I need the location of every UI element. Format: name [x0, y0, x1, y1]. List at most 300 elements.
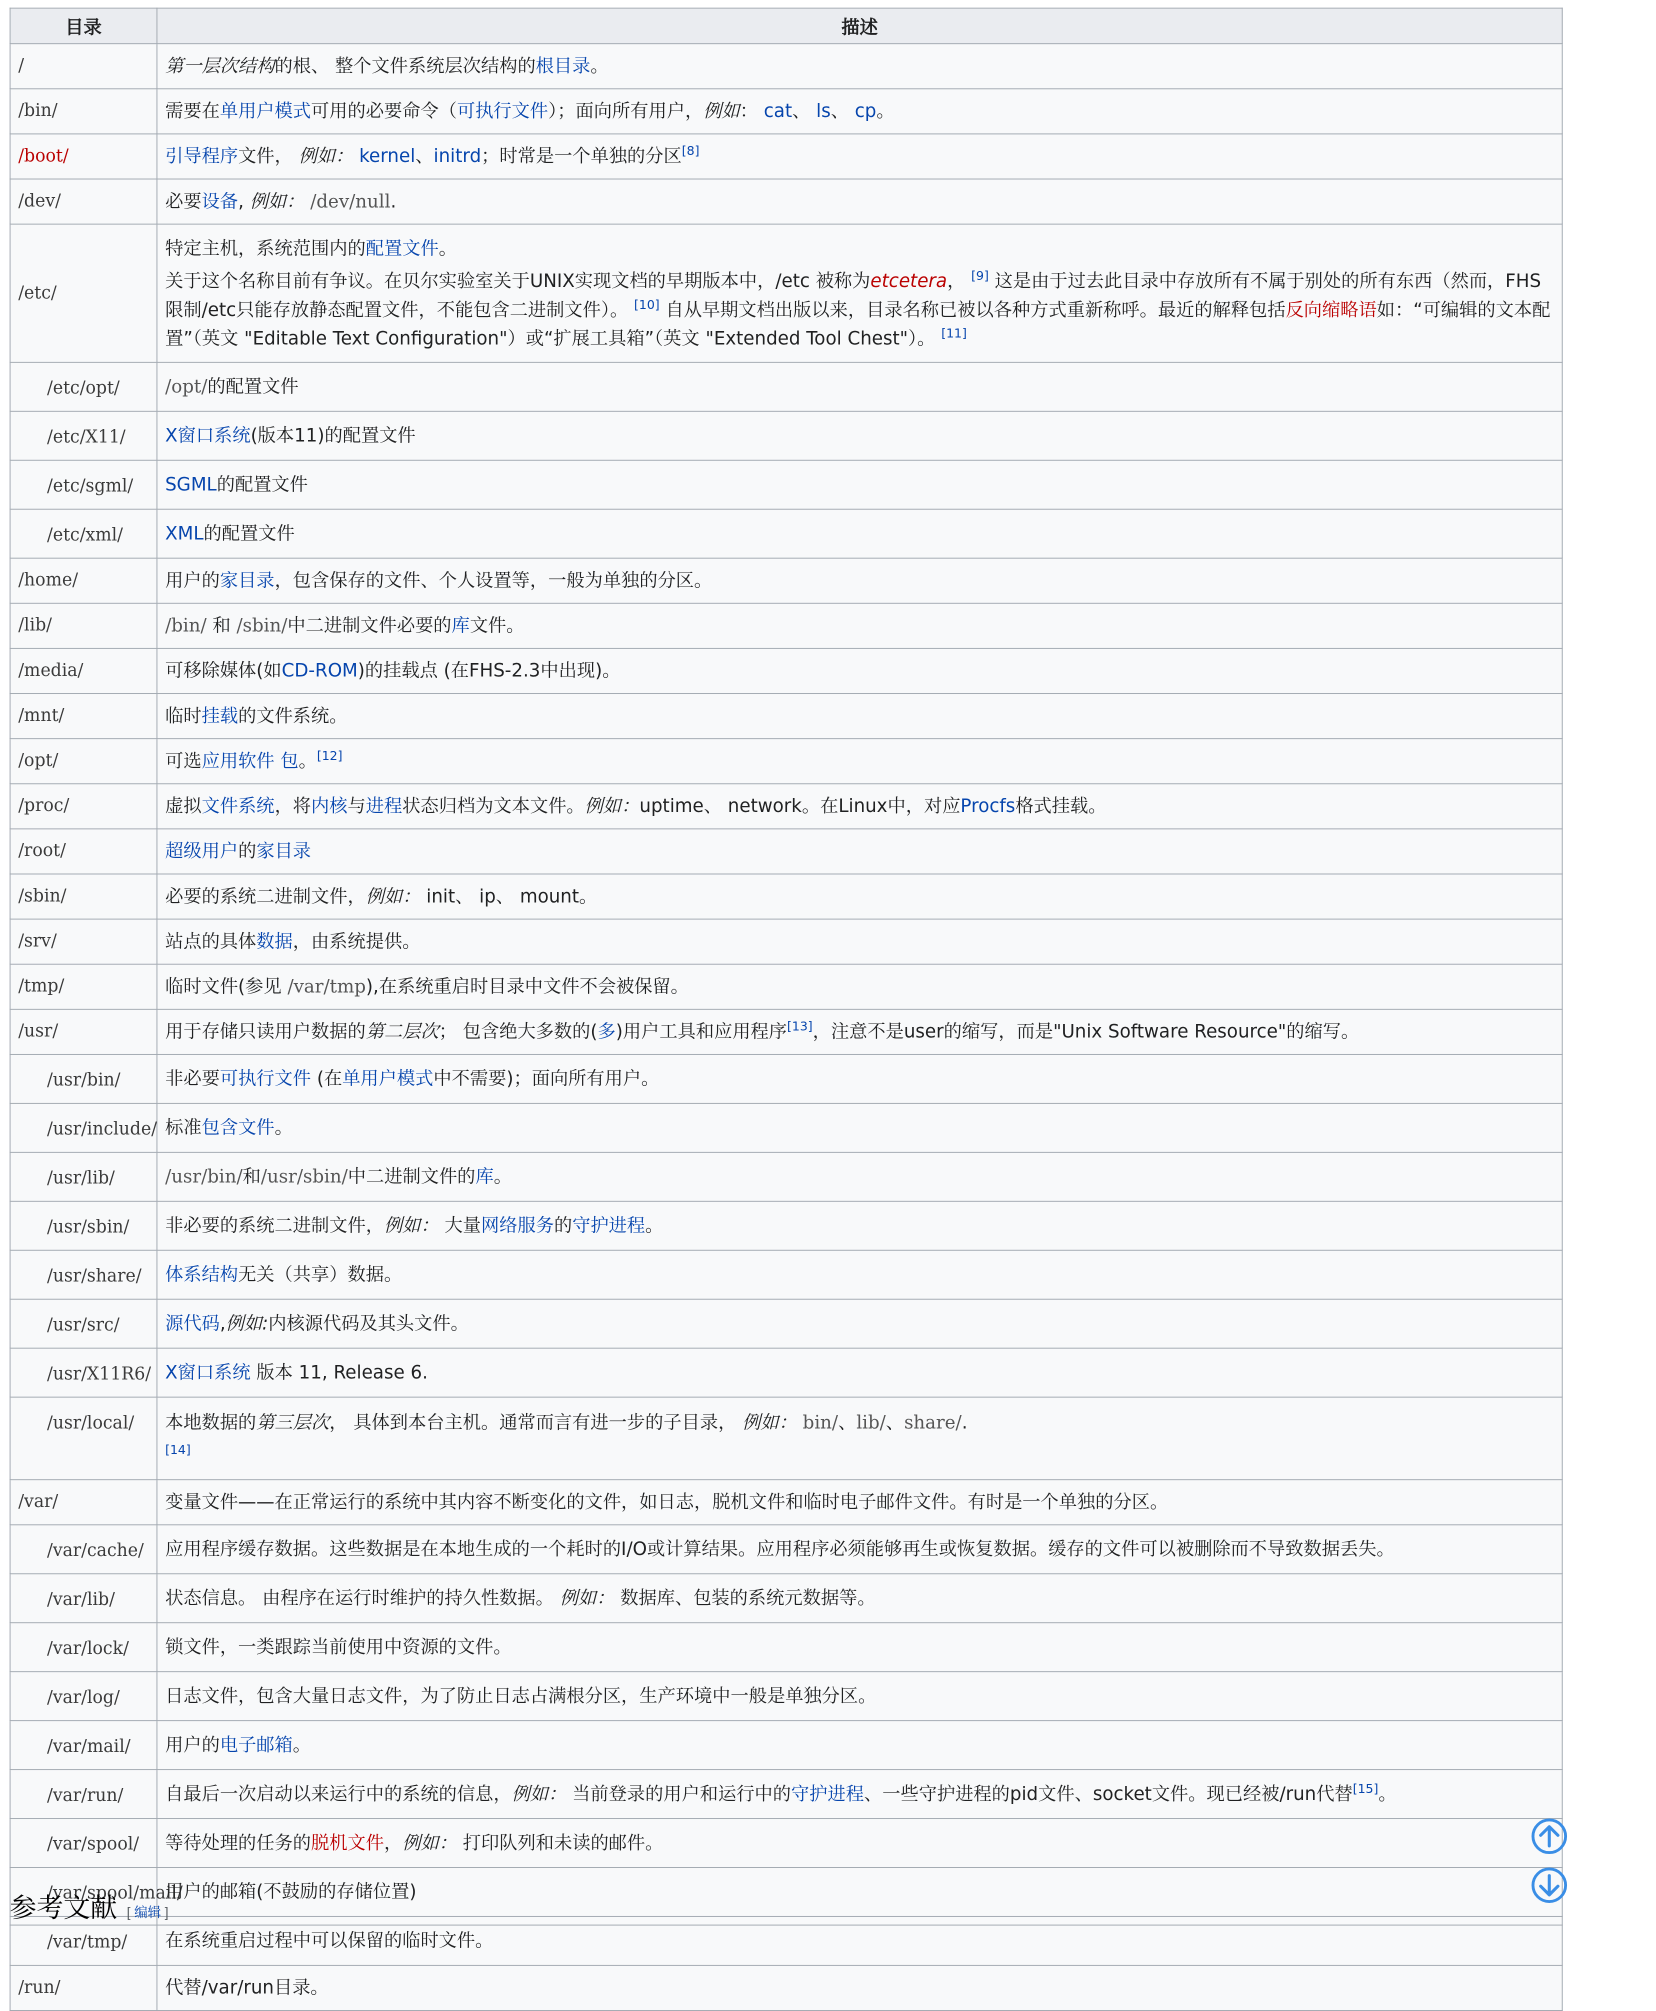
directory-cell: /usr/share/ [10, 1250, 157, 1299]
description-cell [157, 1009, 1562, 1054]
table-row [10, 1299, 1562, 1348]
text-run: 和 [242, 1166, 261, 1188]
directory-cell: /var/run/ [10, 1770, 157, 1819]
description-cell [157, 1867, 1562, 1916]
citation-ref[interactable]: [8] [681, 144, 700, 160]
description-paragraph [165, 266, 1554, 352]
directory-cell: /var/cache/ [10, 1525, 157, 1574]
directory-cell: /bin/ [10, 89, 157, 134]
description-paragraph [165, 566, 1554, 595]
text-run: 大量 [438, 1215, 481, 1237]
text-run: 状态归档为文本文件。 [402, 795, 585, 817]
italic-text: 例如: [225, 1313, 269, 1335]
citation-ref[interactable]: [14] [165, 1442, 191, 1458]
description-cell [157, 179, 1562, 224]
italic-text: 例如： [249, 191, 305, 213]
text-run: 格式挂载。 [1015, 795, 1107, 817]
description-cell [157, 1525, 1562, 1574]
text-run: )用户工具和应用程序 [615, 1021, 788, 1043]
table-row [10, 362, 1562, 411]
description-cell [157, 460, 1562, 509]
directory-cell: /run/ [10, 1965, 157, 2010]
description-cell [157, 784, 1562, 829]
table-row [10, 509, 1562, 558]
text-run: 当前登录的用户和运行中的 [566, 1783, 792, 1805]
description-cell [157, 603, 1562, 648]
text-run: 非必要 [165, 1068, 220, 1090]
italic-text: 例如： [584, 795, 640, 817]
description-paragraph [165, 972, 1554, 1001]
directory-cell: /opt/ [10, 739, 157, 784]
wiki-link[interactable]: 数据 [256, 931, 293, 953]
table-row [10, 89, 1562, 134]
table-row [10, 134, 1562, 179]
table-row [10, 1054, 1562, 1103]
directory-cell: /usr/local/ [10, 1397, 157, 1480]
table-row [10, 648, 1562, 693]
description-paragraph [165, 97, 1554, 126]
table-row [10, 1250, 1562, 1299]
description-paragraph [165, 927, 1554, 956]
table-row [10, 1867, 1562, 1916]
text-run: 特定主机，系统范围内的 [165, 237, 366, 259]
table-header-row [10, 8, 1562, 44]
fhs-directory-table [10, 8, 1563, 2011]
directory-cell: /media/ [10, 648, 157, 693]
text-run: ， 具体到本台主机。通常而言有进一步的子目录， [329, 1411, 743, 1433]
text-run: 。 [274, 1117, 293, 1139]
text-run: 等待处理的任务的 [165, 1832, 312, 1854]
text-run: ： [739, 100, 764, 122]
text-run: 用户的邮箱(不鼓励的存储位置) [165, 1881, 417, 1903]
description-paragraph [165, 657, 1554, 686]
description-paragraph [165, 1584, 1554, 1613]
table-row [10, 1397, 1562, 1480]
directory-cell: /etc/xml/ [10, 509, 157, 558]
description-cell [157, 1480, 1562, 1525]
text-run: ，将 [274, 795, 312, 817]
directory-cell: / [10, 44, 157, 89]
description-cell [157, 134, 1562, 179]
path-code: bin/ [802, 1411, 839, 1433]
table-row [10, 874, 1562, 919]
text-run: 。 [292, 1734, 312, 1756]
description-cell [157, 1397, 1562, 1480]
description-cell [157, 44, 1562, 89]
directory-cell: /usr/src/ [10, 1299, 157, 1348]
text-run: 的文件系统。 [238, 705, 348, 727]
wiki-link[interactable]: X窗口系统 [165, 1362, 251, 1384]
references-divider [10, 1925, 1563, 1926]
description-paragraph [165, 1162, 1554, 1191]
text-run: ；时常是一个单独的分区 [481, 145, 682, 168]
wiki-link[interactable]: 网络服务 [480, 1215, 554, 1237]
table-row [10, 694, 1562, 739]
citation-ref[interactable]: [13] [787, 1020, 813, 1035]
description-cell [157, 1965, 1562, 2010]
description-paragraph [165, 792, 1554, 821]
text-run: 中二进制文件的 [347, 1166, 476, 1188]
description-cell [157, 648, 1562, 693]
directory-cell: /etc/ [10, 224, 157, 362]
directory-cell: /tmp/ [10, 964, 157, 1009]
citation-ref[interactable]: [10] [634, 297, 660, 313]
description-paragraph [165, 611, 1554, 640]
table-row [10, 964, 1562, 1009]
wiki-link[interactable]: 可执行文件 [219, 1068, 312, 1090]
text-run: 和 [206, 615, 237, 637]
text-run: , [219, 1313, 226, 1335]
description-cell [157, 1250, 1562, 1299]
text-run: 在系统重启过程中可以保留的临时文件。 [165, 1930, 494, 1952]
description-cell [157, 1623, 1562, 1672]
wiki-link[interactable]: 根目录 [535, 55, 591, 77]
text-run: 版本 11, Release 6. [250, 1362, 428, 1384]
text-run: 自从早期文档出版以来，目录名称已被以各种方式重新称呼。最近的解释包括 [659, 299, 1286, 321]
wiki-link[interactable]: 超级用户 [165, 840, 239, 862]
circle-arrow-down-icon [1530, 1866, 1568, 1904]
wiki-link[interactable]: 包含文件 [201, 1117, 275, 1139]
wiki-link[interactable]: Procfs [960, 795, 1016, 817]
description-cell [157, 411, 1562, 460]
path-code: lib/ [856, 1411, 886, 1433]
text-run: 数据库、包装的系统元数据等。 [614, 1587, 876, 1609]
directory-cell: /usr/include/ [10, 1103, 157, 1152]
description-paragraph [165, 142, 1554, 171]
directory-cell: /var/log/ [10, 1672, 157, 1721]
description-paragraph [165, 747, 1554, 776]
description-paragraph [165, 1440, 1554, 1469]
description-paragraph [165, 1260, 1554, 1289]
description-paragraph [165, 1488, 1554, 1517]
description-paragraph [165, 372, 1554, 401]
table-row [10, 1103, 1562, 1152]
table-row [10, 784, 1562, 829]
text-run: 。 [1378, 1783, 1397, 1805]
table-row [10, 1009, 1562, 1054]
text-run: uptime、 network。在Linux中，对应 [639, 795, 961, 817]
table-row [10, 1152, 1562, 1201]
wiki-link[interactable]: 多 [597, 1021, 616, 1043]
directory-cell: /proc/ [10, 784, 157, 829]
italic-text: 例如： [383, 1215, 439, 1237]
description-paragraph [165, 234, 1554, 263]
description-cell [157, 1152, 1562, 1201]
description-paragraph [165, 1017, 1554, 1046]
italic-text: 例如： [365, 885, 421, 908]
description-cell [157, 739, 1562, 784]
description-paragraph [165, 1829, 1554, 1858]
wiki-link[interactable]: initrd [433, 145, 482, 168]
wiki-link[interactable]: 内核 [311, 795, 348, 817]
text-run: ； 包含绝大多数的( [438, 1021, 598, 1043]
text-run: 无关（共享）数据。 [238, 1264, 403, 1286]
italic-red-term: etcetera [870, 270, 948, 292]
wiki-link[interactable]: ls [816, 100, 831, 122]
description-cell [157, 964, 1562, 1009]
text-run: 虚拟 [165, 795, 202, 817]
text-run: 状态信息。 由程序在运行时维护的持久性数据。 [165, 1587, 560, 1609]
italic-text: 第二层次 [365, 1021, 439, 1043]
wiki-link[interactable]: 守护进程 [791, 1783, 865, 1805]
table-row [10, 1672, 1562, 1721]
wiki-link[interactable]: 挂载 [201, 705, 239, 727]
directory-cell: /boot/ [10, 134, 157, 179]
wiki-link[interactable]: CD-ROM [281, 660, 358, 682]
wiki-link[interactable]: 可执行文件 [456, 100, 549, 122]
description-cell [157, 1103, 1562, 1152]
citation-ref[interactable]: [12] [316, 749, 343, 764]
description-paragraph [165, 1682, 1554, 1711]
description-paragraph [165, 1535, 1554, 1564]
directory-cell: /var/lib/ [10, 1574, 157, 1623]
text-run: 的配置文件 [207, 376, 299, 398]
description-cell [157, 829, 1562, 874]
italic-text: 例如： [742, 1411, 797, 1433]
table-row [10, 1574, 1562, 1623]
directory-cell: /var/spool/mail/ [10, 1867, 157, 1916]
text-run: 、 [415, 145, 434, 168]
text-run: 需要在 [165, 100, 220, 122]
description-paragraph [165, 1731, 1554, 1760]
text-run: init、 ip、 mount。 [420, 885, 598, 908]
directory-cell: /var/lock/ [10, 1623, 157, 1672]
description-paragraph [165, 702, 1554, 731]
text-run: 。 [298, 750, 317, 772]
text-run: , [238, 191, 250, 213]
description-cell [157, 919, 1562, 964]
table-row [10, 44, 1562, 89]
references-heading [10, 1887, 169, 1925]
citation-ref[interactable]: [15] [1352, 1782, 1379, 1797]
description-cell [157, 1672, 1562, 1721]
wiki-link[interactable]: cat [763, 100, 793, 122]
path-code: /var/tmp [287, 976, 366, 998]
text-run: 可用的必要命令（ [311, 100, 457, 122]
table-row [10, 558, 1562, 603]
path-code: /opt/ [165, 376, 208, 398]
path-code: /dev/null [310, 191, 391, 213]
description-paragraph [165, 421, 1554, 450]
italic-text: 第一层次结构 [165, 55, 275, 77]
directory-cell: /sbin/ [10, 874, 157, 919]
directory-cell: /etc/X11/ [10, 411, 157, 460]
table-row [10, 1201, 1562, 1250]
text-run: 、 [792, 100, 817, 122]
text-run: 可选 [165, 750, 202, 772]
wiki-link[interactable]: 文件系统 [201, 795, 275, 817]
description-cell [157, 224, 1562, 362]
description-paragraph [165, 1878, 1554, 1907]
table-row [10, 1721, 1562, 1770]
text-run: )的挂载点 (在FHS-2.3中出现)。 [357, 660, 621, 682]
directory-cell: /usr/bin/ [10, 1054, 157, 1103]
directory-cell: /usr/sbin/ [10, 1201, 157, 1250]
text-run: 、 [885, 1411, 905, 1433]
text-run: 。 [876, 100, 895, 122]
italic-text: 第三层次 [256, 1411, 330, 1433]
directory-cell: /mnt/ [10, 694, 157, 739]
wiki-link[interactable]: 引导程序 [165, 145, 239, 168]
text-run: 与 [347, 795, 366, 817]
description-paragraph [165, 1633, 1554, 1662]
edit-section-link[interactable]: 编辑 [134, 1904, 162, 1920]
text-run: 内核源代码及其头文件。 [268, 1313, 469, 1335]
description-cell [157, 1348, 1562, 1397]
references-edit: [ 编辑 ] [126, 1904, 169, 1920]
description-paragraph [165, 1211, 1554, 1240]
wiki-link[interactable]: 源代码 [165, 1313, 220, 1335]
wiki-link[interactable]: X窗口系统 [165, 425, 251, 447]
text-run: . [390, 191, 397, 213]
text-run: 文件， [238, 145, 299, 168]
text-run: 、 [838, 1411, 857, 1433]
text-run: 、一些守护进程的pid文件、socket文件。现已经被/run代替 [864, 1783, 1353, 1805]
table-row [10, 829, 1562, 874]
text-run: 临时文件(参见 [165, 976, 288, 998]
table-row [10, 411, 1562, 460]
description-paragraph [165, 837, 1554, 866]
wiki-link[interactable]: kernel [359, 145, 416, 168]
italic-text: 例如： [402, 1832, 457, 1854]
text-run: 日志文件，包含大量日志文件，为了防止日志占满根分区，生产环境中一般是单独分区。 [165, 1685, 877, 1707]
wiki-link[interactable]: 库 [475, 1166, 494, 1188]
description-cell [157, 1201, 1562, 1250]
text-run: 文件。 [469, 615, 525, 637]
citation-ref[interactable]: [9] [971, 268, 989, 284]
wiki-link[interactable]: 家目录 [256, 840, 312, 862]
description-cell [157, 1054, 1562, 1103]
description-cell [157, 509, 1562, 558]
text-run: 用户的 [165, 1734, 220, 1756]
table-row [10, 1480, 1562, 1525]
italic-text: 例如 [703, 100, 740, 122]
wiki-link[interactable]: 单用户模式 [219, 100, 312, 122]
text-run: 、 [830, 100, 855, 122]
text-run: 自最后一次启动以来运行中的系统的信息， [165, 1783, 512, 1805]
directory-cell: /var/tmp/ [10, 1916, 157, 1965]
table-row [10, 1525, 1562, 1574]
text-run: 的根、 整个文件系统层次结构的 [274, 55, 536, 77]
wiki-link[interactable]: 库 [451, 615, 470, 637]
text-run: ）；面向所有用户， [548, 100, 704, 122]
text-run: 用于存储只读用户数据的 [165, 1021, 366, 1043]
text-run: 。 [438, 237, 457, 259]
wiki-link[interactable]: 进程 [365, 795, 403, 817]
directory-cell: /var/spool/ [10, 1819, 157, 1868]
text-run: 这是由于过去此目录中存放所有不属于别处的所有东西（然而，FHS限制/etc只能存放静态配置文件，不能包含二进制文件）。 [165, 270, 1542, 321]
directory-cell: /lib/ [10, 603, 157, 648]
directory-cell: /srv/ [10, 919, 157, 964]
wiki-link[interactable]: 配置文件 [365, 237, 439, 259]
scroll-to-bottom-button[interactable] [1530, 1866, 1568, 1904]
italic-text: 例如： [559, 1587, 615, 1609]
italic-text: 例如： [298, 145, 354, 168]
text-run: (版本11)的配置文件 [250, 425, 416, 447]
wiki-link[interactable]: 设备 [201, 191, 239, 213]
wiki-link[interactable]: 电子邮箱 [219, 1734, 293, 1756]
text-run: ，包含保存的文件、个人设置等，一般为单独的分区。 [274, 570, 713, 592]
description-cell [157, 89, 1562, 134]
table-row [10, 1965, 1562, 2010]
text-run: 的配置文件 [203, 523, 295, 545]
description-paragraph [165, 1780, 1554, 1809]
description-paragraph [165, 519, 1554, 548]
italic-text: 例如： [511, 1783, 567, 1805]
text-run: ，注意不是user的缩写，而是"Unix Software Resource"的缩写。 [812, 1021, 1360, 1043]
wiki-link[interactable]: SGML [165, 474, 217, 496]
directory-cell: /usr/lib/ [10, 1152, 157, 1201]
wiki-link[interactable]: 家目录 [219, 570, 275, 592]
text-run: 代替/var/run目录。 [165, 1977, 329, 1999]
wiki-link[interactable]: 应用软件 包 [201, 750, 299, 772]
text-run: 打印队列和未读的邮件。 [456, 1832, 664, 1854]
path-code: /usr/bin/ [165, 1166, 243, 1188]
citation-ref[interactable]: [11] [941, 326, 967, 341]
description-paragraph [165, 882, 1554, 911]
wiki-link[interactable]: 单用户模式 [342, 1068, 434, 1090]
text-run: 用户的 [165, 570, 220, 592]
description-cell [157, 1721, 1562, 1770]
description-cell [157, 1299, 1562, 1348]
path-code: share/ [904, 1411, 962, 1433]
description-paragraph [165, 1309, 1554, 1338]
path-code: /bin/ [165, 615, 207, 637]
text-run: ， [947, 270, 972, 292]
wiki-link[interactable]: 体系结构 [165, 1264, 239, 1286]
text-run: 中二进制文件必要的 [287, 615, 452, 637]
wiki-link[interactable]: 守护进程 [572, 1215, 646, 1237]
description-cell [157, 1574, 1562, 1623]
text-run: 关于这个名称目前有争议。在贝尔实验室关于UNIX实现文档的早期版本中，/etc 被称为 [165, 270, 871, 292]
text-run: . [961, 1411, 968, 1433]
path-code: /sbin/ [236, 615, 288, 637]
text-run: 标准 [165, 1117, 202, 1139]
text-run: 的 [238, 840, 257, 862]
text-run: 必要 [165, 191, 202, 213]
missing-page-link[interactable]: 反向缩略语 [1285, 299, 1377, 321]
description-paragraph [165, 1927, 1554, 1956]
table-row [10, 739, 1562, 784]
text-run: ，由系统提供。 [292, 931, 421, 953]
text-run: 的配置文件 [216, 474, 308, 496]
circle-arrow-up-icon [1530, 1817, 1568, 1855]
text-run: 。 [645, 1215, 664, 1237]
table-row [10, 179, 1562, 224]
directory-cell: /dev/ [10, 179, 157, 224]
table-row [10, 224, 1562, 362]
wiki-link[interactable]: XML [165, 523, 204, 545]
text-run: 临时 [165, 705, 202, 727]
directory-cell: /usr/X11R6/ [10, 1348, 157, 1397]
text-run: 。 [590, 55, 609, 77]
scroll-to-top-button[interactable] [1530, 1817, 1568, 1855]
text-run: 变量文件——在正常运行的系统中其内容不断变化的文件，如日志，脱机文件和临时电子邮件文件。有时是一个单独的分区。 [165, 1491, 1169, 1513]
text-run: 中不需要)；面向所有用户。 [433, 1068, 660, 1090]
wiki-link[interactable]: cp [854, 100, 877, 122]
column-header-directory: 目录 [10, 8, 157, 44]
table-row [10, 1623, 1562, 1672]
directory-cell: /var/mail/ [10, 1721, 157, 1770]
missing-page-link[interactable]: 脱机文件 [311, 1832, 384, 1854]
text-run: ),在系统重启时目录中文件不会被保留。 [365, 976, 689, 998]
description-paragraph [165, 1358, 1554, 1387]
text-run: 锁文件，一类跟踪当前使用中资源的文件。 [165, 1636, 512, 1658]
text-run: ， [383, 1832, 403, 1854]
text-run: 应用程序缓存数据。这些数据是在本地生成的一个耗时的I/O或计算结果。应用程序必须能够再生或恢复数据。缓存的文件可以被删除而不导致数据丢失。 [165, 1538, 1395, 1560]
table-row [10, 603, 1562, 648]
table-row [10, 919, 1562, 964]
